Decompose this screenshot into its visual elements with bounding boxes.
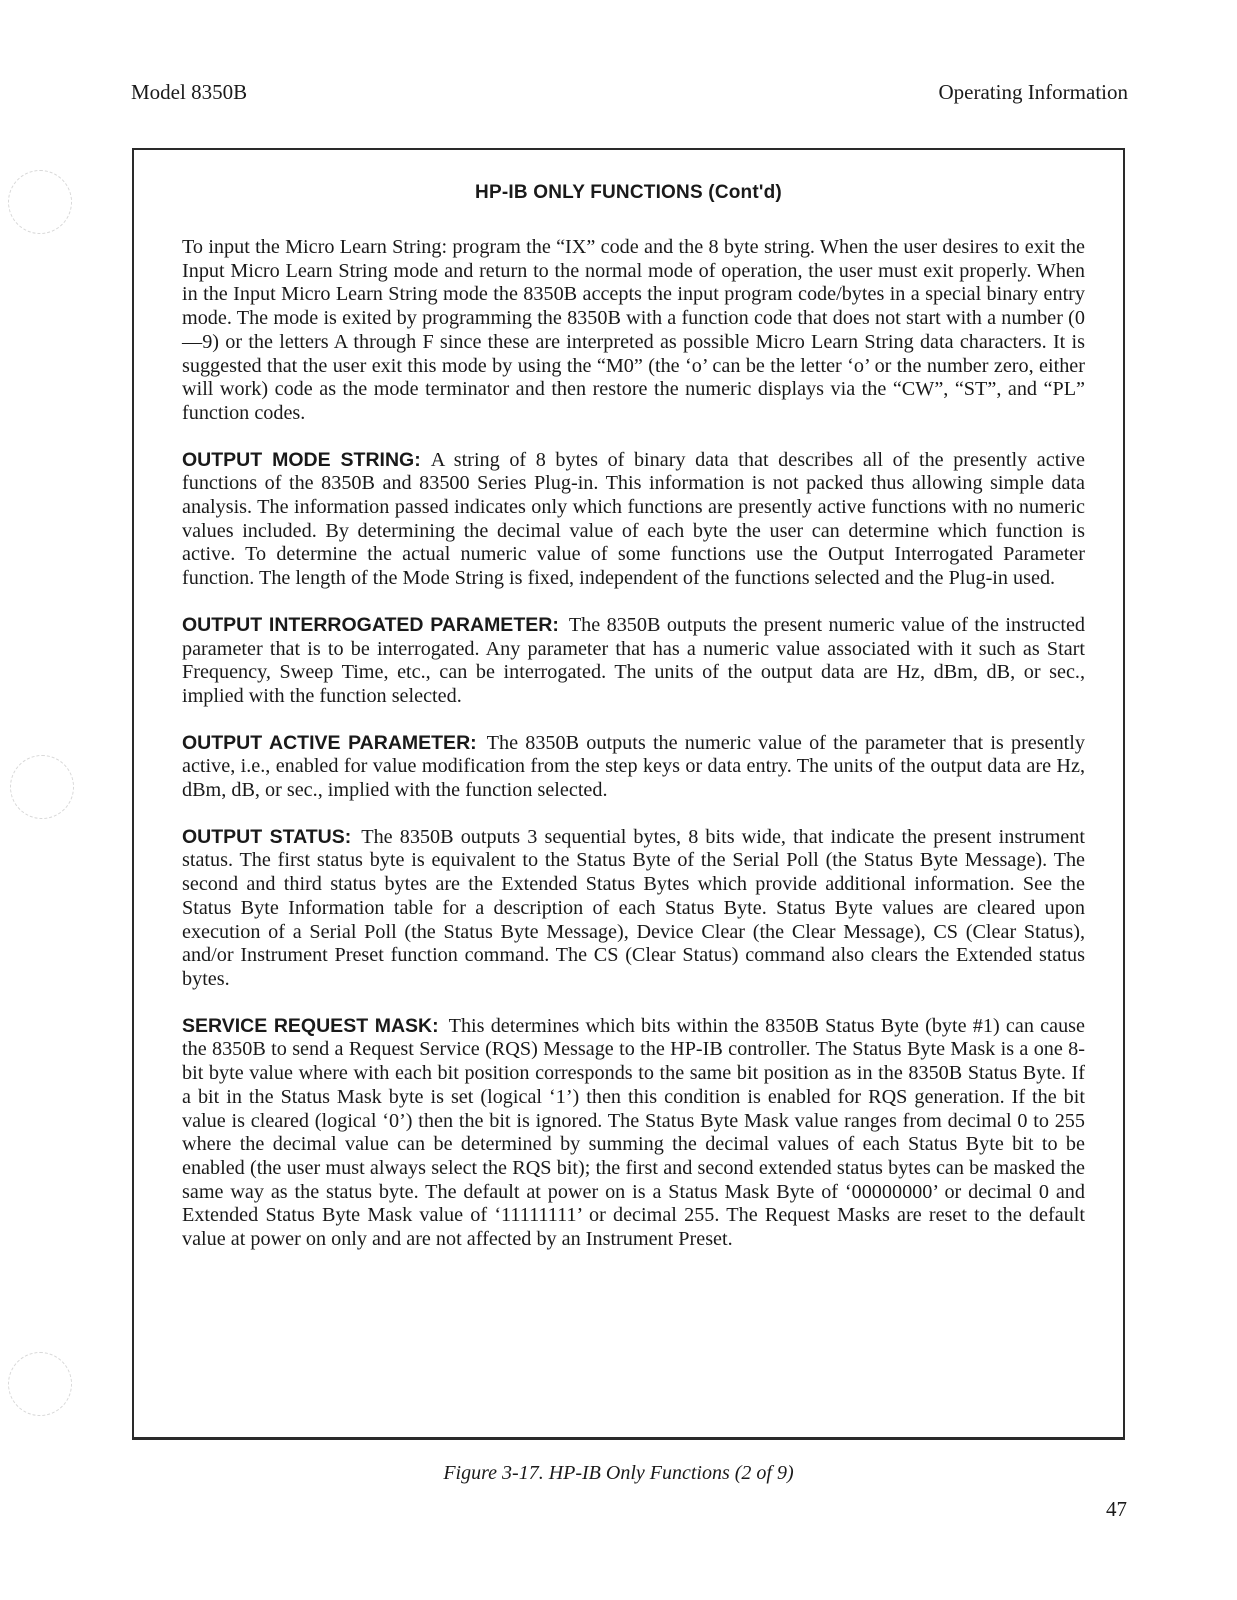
section-term: OUTPUT ACTIVE PARAMETER: bbox=[182, 731, 477, 754]
figure-box bbox=[132, 148, 1125, 1440]
section-output-interrogated-parameter bbox=[182, 614, 1085, 709]
section-text: A string of 8 bytes of binary data that describes all of the presently active functions of the 8350B and 83500 Series Plug-in. This information is not packed thus allowing simple data analysis. The information passed indicates only which functions are presently active functions with no numeric values included. By determining the decimal value of each byte the user can determine which function is active. To determine the actual numeric value of some functions use the Output Interrogated Parameter function. The length of the Mode String is fixed, independent of the functions selected and the Plug-in used. bbox=[182, 448, 1085, 590]
section-term: OUTPUT INTERROGATED PARAMETER: bbox=[182, 613, 559, 636]
section-term: SERVICE REQUEST MASK: bbox=[182, 1014, 439, 1037]
section-output-active-parameter bbox=[182, 732, 1085, 803]
section-text: The 8350B outputs 3 sequential bytes, 8 bits wide, that indicate the present instrument status. The first status byte is equivalent to the Status Byte of the Serial Poll (the Status Byte Message). The second and third status bytes are the Extended Status Bytes which provide additional information. See the Status Byte Information table for a description of each Status Byte. Status Byte values are cleared upon execution of a Serial Poll (the Status Byte Message), Device Clear (the Clear Message), CS (Clear Status), and/or Instrument Preset function command. The CS (Clear Status) command also clears the Extended status bytes. bbox=[182, 825, 1085, 990]
section-term: OUTPUT STATUS: bbox=[182, 825, 352, 848]
page-number: 47 bbox=[1106, 1497, 1127, 1521]
intro-paragraph: To input the Micro Learn String: program the “IX” code and the 8 byte string. When the user desires to exit the Input Micro Learn String mode and return to the normal mode of operation, the user must exit properly. When in the Input Micro Learn String mode the 8350B accepts the input program code/bytes in a special binary entry mode. The mode is exited by programming the 8350B with a function code that does not start with a number (0—9) or the letters A through F since these are interpreted as possible Micro Learn String data characters. It is suggested that the user exit this mode by using the “M0” (the ‘o’ can be the letter ‘o’ or the number zero, either will work) code as the mode terminator and then restore the numeric displays via the “CW”, “ST”, and “PL” function codes. bbox=[182, 236, 1085, 424]
section-service-request-mask bbox=[182, 1015, 1085, 1252]
section-term: OUTPUT MODE STRING: bbox=[182, 448, 421, 471]
box-content bbox=[182, 236, 1085, 1275]
section-text: The 8350B outputs the present numeric value of the instructed parameter that is to be interrogated. Any parameter that has a numeric value associated with it such as Start Frequency, Sweep Time, etc., can be interrogated. The units of the output data are Hz, dBm, dB, or sec., implied with the function selected. bbox=[182, 613, 1085, 707]
section-output-status bbox=[182, 826, 1085, 992]
section-text: This determines which bits within the 8350B Status Byte (byte #1) can cause the 8350B to send a Request Service (RQS) Message to the HP-IB controller. The Status Byte Mask is a one 8-bit byte value where with each bit position corresponds to the same bit position as in the 8350B Status Byte. If a bit in the Status Mask byte is set (logical ‘1’) then this condition is enabled for RQS generation. If the bit value is cleared (logical ‘0’) then the bit is ignored. The Status Byte Mask value ranges from decimal 0 to 255 where the decimal value can be determined by summing the decimal values of each Status Byte bit to be enabled (the user must always select the RQS bit); the first and second extended status bytes can be masked the same way as the status byte. The default at power on is a Status Mask Byte of ‘00000000’ or decimal 0 and Extended Status Byte Mask value of ‘11111111’ or decimal 255. The Request Masks are reset to the default value at power on only and are not affected by an Instrument Preset. bbox=[182, 1014, 1085, 1251]
section-text: The 8350B outputs the numeric value of the parameter that is presently active, i.e., enabled for value modification from the step keys or data entry. The units of the output data are Hz, dBm, dB, or sec., implied with the function selected. bbox=[182, 731, 1085, 802]
box-title: HP-IB ONLY FUNCTIONS (Cont'd) bbox=[475, 182, 782, 203]
punch-hole-bottom bbox=[8, 1352, 72, 1416]
header-model: Model 8350B bbox=[131, 80, 248, 104]
punch-hole-middle bbox=[10, 755, 74, 819]
figure-caption: Figure 3-17. HP-IB Only Functions (2 of 9) bbox=[443, 1462, 794, 1484]
punch-hole-top bbox=[8, 170, 72, 234]
section-output-mode-string bbox=[182, 449, 1085, 591]
header-section: Operating Information bbox=[938, 80, 1128, 104]
